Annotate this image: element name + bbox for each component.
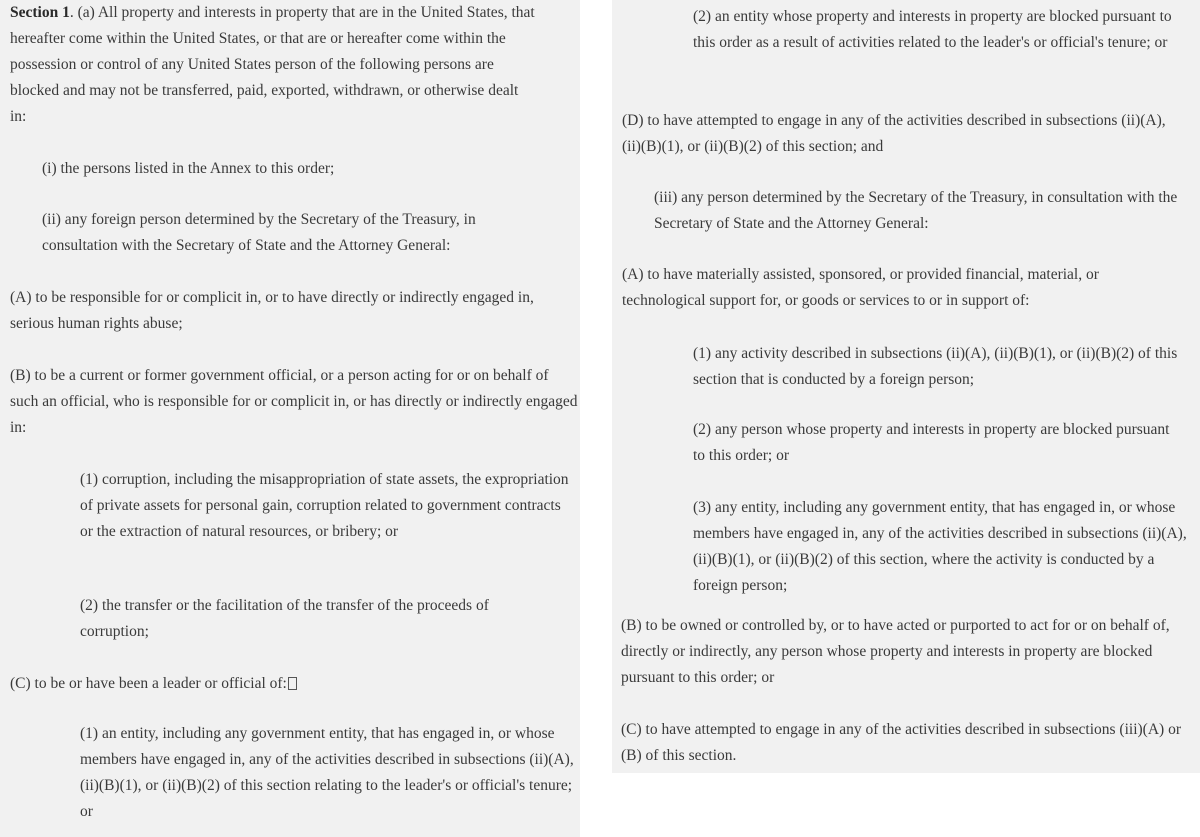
item-iii-B: (B) to be owned or controlled by, or to have acted or purported to act for or on behalf of, directly or indirectly, any person whose property and interests in property are blocked pursuant to this order; or (621, 617, 1170, 686)
item-ii-C-2: (2) an entity whose property and interests in property are blocked pursuant to this order as a result of activities related to the leader's or official's tenure; or (693, 8, 1172, 51)
item-iii-A-1: (1) any activity described in subsections (ii)(A), (ii)(B)(1), or (ii)(B)(2) of this section that is conducted by a foreign person; (693, 345, 1178, 388)
missing-glyph-box-icon (288, 677, 297, 690)
item-ii-C (10, 671, 570, 697)
item-ii-C-text: (C) to be or have been a leader or official of: (10, 675, 287, 692)
section-intro-paragraph (10, 0, 535, 130)
item-ii-D: (D) to have attempted to engage in any of the activities described in subsections (ii)(A), (ii)(B)(1), or (ii)(B)(2) of this section; and (622, 112, 1166, 155)
item-ii: (ii) any foreign person determined by the Secretary of the Treasury, in consultation with the Secretary of State and the Attorney General: (42, 211, 476, 254)
right-document-panel (612, 0, 1200, 773)
item-ii-C-1: (1) an entity, including any government entity, that has engaged in, or whose members have engaged in, any of the activities described in subsections (ii)(A), (ii)(B)(1), or (ii)(B)(2) of this section relating to the leader's or official's tenure; or (80, 725, 574, 820)
item-iii-A: (A) to have materially assisted, sponsored, or provided financial, material, or technological support for, or goods or services to or in support of: (622, 266, 1099, 309)
item-ii-B-1: (1) corruption, including the misappropriation of state assets, the expropriation of private assets for personal gain, corruption related to government contracts or the extraction of natural resources, or bribery; or (80, 471, 569, 540)
section-intro-text: . (a) All property and interests in property that are in the United States, that hereafter come within the United States, or that are or hereafter come within the possession or control of any United States person of the following persons are blocked and may not be transferred, paid, exported, withdrawn, or otherwise dealt in: (10, 4, 535, 125)
item-ii-B: (B) to be a current or former government official, or a person acting for or on behalf of such an official, who is responsible for or complicit in, or has directly or indirectly engaged in: (10, 367, 578, 436)
item-iii-A-2: (2) any person whose property and interests in property are blocked pursuant to this order; or (693, 421, 1170, 464)
item-ii-A: (A) to be responsible for or complicit in, or to have directly or indirectly engaged in, serious human rights abuse; (10, 289, 534, 332)
section-heading: Section 1 (10, 4, 70, 21)
item-iii-C: (C) to have attempted to engage in any of the activities described in subsections (iii)(A) or (B) of this section. (621, 721, 1181, 764)
item-iii: (iii) any person determined by the Secretary of the Treasury, in consultation with the Secretary of State and the Attorney General: (654, 189, 1178, 232)
left-document-panel (0, 0, 580, 837)
item-ii-B-2: (2) the transfer or the facilitation of the transfer of the proceeds of corruption; (80, 597, 489, 640)
item-i: (i) the persons listed in the Annex to this order; (42, 160, 335, 177)
item-iii-A-3: (3) any entity, including any government entity, that has engaged in, or whose members have engaged in, any of the activities described in subsections (ii)(A), (ii)(B)(1), or (ii)(B)(2) of this section, where the activity is conducted by a foreign person; (693, 499, 1187, 594)
